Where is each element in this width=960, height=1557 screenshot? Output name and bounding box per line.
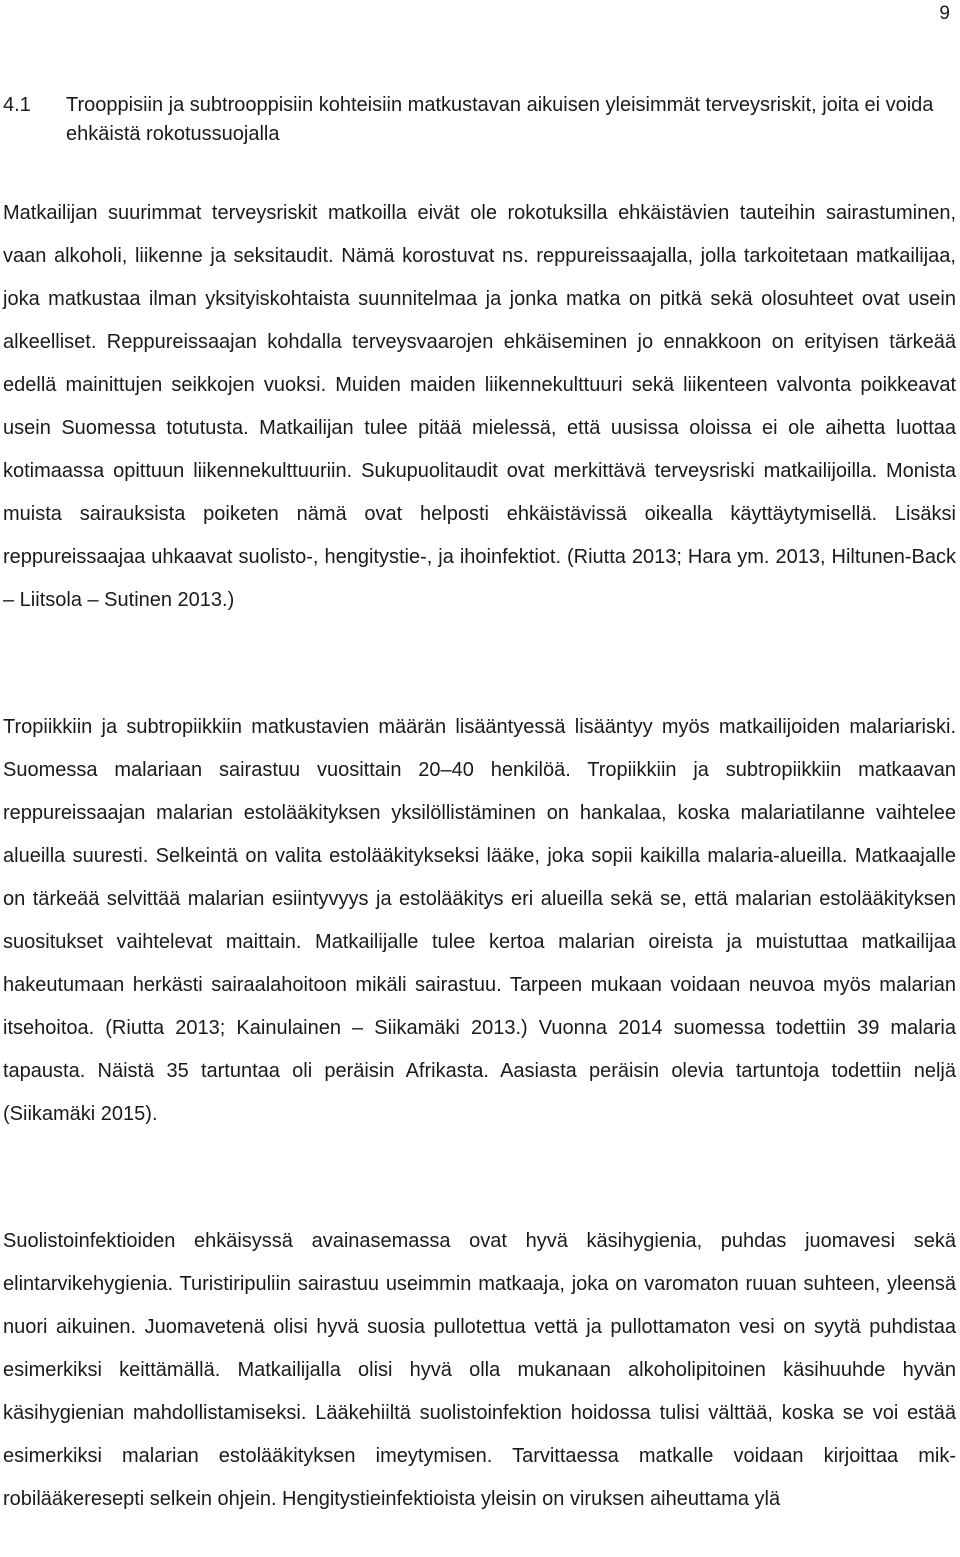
paragraph-intestinal-infections: Suolistoinfektioiden ehkäisyssä avainasemassa ovat hyvä käsihygienia, puhdas juomavesi sekä elintarvikehygienia. Turistiripuliin sairastuu useimmin matkaaja, joka on varomaton ruuan suhteen, yleensä nuori aikuinen. Juomavetenä olisi hyvä suosia pullotettua vettä ja pullottamaton vesi on syytä puhdistaa esimerkiksi keittämällä. Matkailijalla olisi hyvä olla mukanaan alkoholipitoinen käsihuuhde hyvän käsihygienian mahdollistamiseksi. Lääkehiiltä suolistoinfektion hoidossa tulisi välttää, koska se voi estää esimerkiksi malarian estolääkityksen imeytymisen. Tarvittaessa matkalle voidaan kirjoittaa mikrobilääkeresepti selkein ohjein. Hengitystieinfektioista yleisin on viruksen aiheuttama ylä	[3, 1230, 956, 1510]
section-number: 4.1	[3, 94, 31, 116]
page-number: 9	[939, 3, 950, 24]
section-title: Trooppisiin ja subtrooppisiin kohteisiin matkustavan aikuisen yleisimmät terveysriskit, joita ei voida ehkäistä rokotussuojalla	[66, 94, 934, 145]
paragraph-malaria-risk: Tropiikkiin ja subtropiikkiin matkustavien määrän lisääntyessä lisääntyy myös matkailijoiden malariariski. Suomessa malariaan sairastuu vuosittain 20–40 henkilöä. Tropiikkiin ja subtropiikkiin matkaavan reppureissaajan malarian estolääkityksen yksilöllistäminen on hankalaa, koska malariatilanne vaihtelee alueilla suuresti. Selkeintä on valita estolääkitykseksi lääke, joka sopii kaikilla malaria-alueilla. Matkaajalle on tärkeää selvittää malarian esiintyvyys ja estolääkitys eri alueilla sekä se, että malarian estolääkityksen suositukset vaihtelevat maittain. Matkailijalle tulee kertoa malarian oireista ja muistuttaa matkailijaa hakeutumaan herkästi sairaalahoitoon mikäli sairastuu. Tarpeen mukaan voidaan neuvoa myös malarian itsehoitoa. (Riutta 2013; Kainulainen – Siikamäki 2013.) Vuonna 2014 suomessa todettiin 39 malaria tapausta. Näistä 35 tartuntaa oli peräisin Afrikasta. Aasiasta peräisin olevia tartuntoja todettiin neljä (Siikamäki 2015).	[3, 716, 956, 1125]
section-heading	[3, 91, 953, 149]
paragraph-travel-health-risks: Matkailijan suurimmat terveysriskit matkoilla eivät ole rokotuksilla ehkäistävien tauteihin sairastuminen, vaan alkoholi, liikenne ja seksitaudit. Nämä korostuvat ns. reppureissaajalla, jolla tarkoitetaan matkailijaa, joka matkustaa ilman yksityiskohtaista suunnitelmaa ja jonka matka on pitkä sekä olosuhteet ovat usein alkeelliset. Reppureissaajan kohdalla terveysvaarojen ehkäiseminen jo ennakkoon on erityisen tärkeää edellä mainittujen seikkojen vuoksi. Muiden maiden liikennekulttuuri sekä liikenteen valvonta poikkeavat usein Suomessa totutusta. Matkailijan tulee pitää mielessä, että uusissa oloissa ei ole aihetta luottaa kotimaassa opittuun liikennekulttuuriin. Sukupuolitaudit ovat merkittävä terveysriski matkailijoilla. Monista muista sairauksista poiketen nämä ovat helposti ehkäistävissä oikealla käyttäytymisellä. Lisäksi reppureissaajaa uhkaavat suolisto-, hengitystie-, ja ihoinfektiot. (Riutta 2013; Hara ym. 2013, Hiltunen-Back – Liitsola – Sutinen 2013.)	[3, 202, 956, 611]
